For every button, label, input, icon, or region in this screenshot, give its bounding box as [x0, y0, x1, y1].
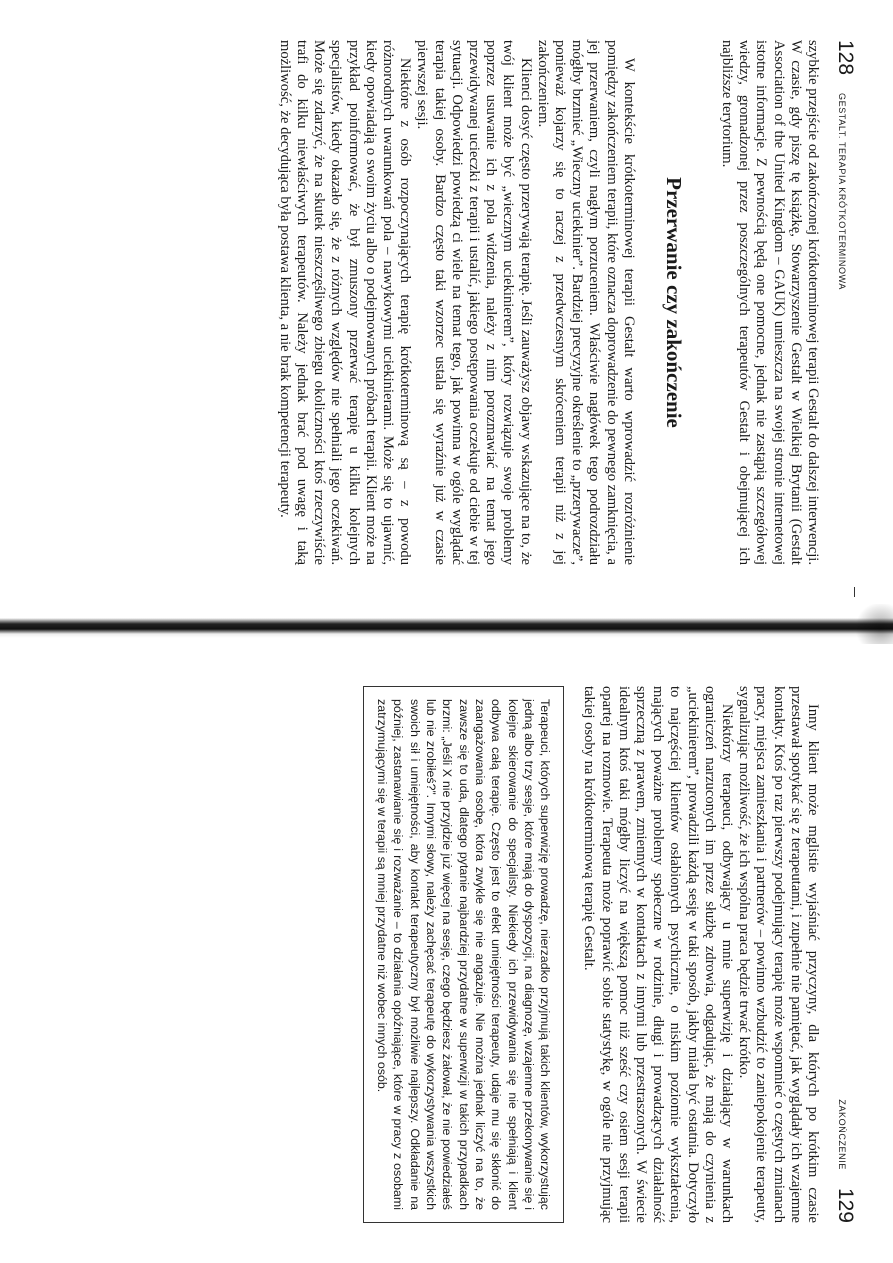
supervision-note-box	[363, 686, 564, 1223]
left-running-title: GESTALT. TERAPIA KRÓTKOTERMINOWA	[837, 93, 847, 290]
right-paragraph-1: Inny klient może mglistie wyjaśniać przyczyny, dla których po krótkim czasie przestawał spotykać się z terapeutami, i zupełnie nie pamiętać, jak wyglądały ich wzajemne kontakty. Ktoś po raz pierwszy podejmujący terapię może wspomnieć o częstych zmianach pracy, miejsca zamieszkania i partnerów – powinno wzbudzić to zaniepokojenie terapeuty, sygnalizując możliwość, że ich wspólna praca będzie trwać krótko.	[736, 686, 821, 1223]
right-page	[0, 640, 893, 1263]
right-running-head	[833, 686, 857, 1223]
left-paragraph-2: W kontekście krótkoterminowej terapii Gestalt warto wprowadzić rozróżnienie pomiędzy zakończeniem terapii, które oznacza doprowadzenie do pewnego zamknięcia, a jej przerwaniem, czyli nagłym porzuceniem. Właściwie nagłówek tego podrozdziału mógłby brzmieć „Wieczny uciekinier”. Bardziej precyzyjne określenie to „przerywacze”, ponieważ kojarzy się to raczej z przedwczesnym skróceniem terapii niż z jej zakończeniem.	[534, 40, 637, 565]
left-page-number: 128	[834, 40, 857, 76]
supervision-note-text: Terapeuci, których superwizję prowadzę, nierzadko przyjmują takich klientów, wykorzystując jedną albo trzy sesje, które mają do dyspozycji, na diagnozę, wzajemne przekonywanie się i kolejne skierowanie do specjalisty. Niekiedy ich przewidywania się nie spełniają i klient odbywa całą terapię. Często jest to efekt umiejętności terapeuty, udaje mu się skłonić do zaangażowania osobę, która zwykle się nie angażuje. Nie można jednak liczyć na to, że zawsze się to uda, dlatego pytanie najbardziej przydatne w superwizji w takich przypadkach brzmi: „Jeśli X nie przyjdzie już więcej na sesję, czego będziesz żałował, że nie powiedziałeś lub nie zrobiłeś?”. Innymi słowy, należy zachęcać terapeutę do wykorzystywania wszystkich swoich sił i umiejętności, aby kontakt terapeutyczny był możliwie najlepszy. Odkładanie na później, zastanawianie się i rozważanie – to działania opóźniające, które w pracy z osobami zatrzymującymi się w terapii są mniej przydatne niż wobec innych osób.	[375, 699, 553, 1210]
book-spine-gutter	[0, 618, 893, 638]
left-paragraph-1: szybkie przejście od zakończonej krótkoterminowej terapii Gestalt do dalszej interwencji. W czasie, gdy piszę tę książkę, Stowarzyszenie Gestalt w Wielkiej Brytanii (Gestalt Association of the United Kingdom – GAUK) umieszcza na swojej stronie internetowej istotne informacje. Z pewnością będą one pomocne, jednak nie zastąpią szczegółowej wiedzy, gromadzonej przez poszczególnych terapeutów Gestalt i obejmującej ich najbliższe terytorium.	[718, 40, 821, 565]
left-running-head	[833, 40, 857, 565]
margin-dash	[854, 587, 855, 597]
left-paragraph-4: Niektóre z osób rozpoczynających terapię krótkoterminową są – z powodu różnorodnych uwarunkowań pola – nawykowymi uciekinierami. Może się to ujawnić, kiedy opowiadają o swoim życiu albo o podejmowanych próbach terapii. Klient może na przykład poinformować, że był zmuszony przerwać terapię u kilku kolejnych specjalistów, kiedy okazało się, że z różnych względów nie spełniali jego oczekiwań. Może się zdarzyć, że na skutek nieszczęśliwego zbiegu okoliczności ktoś rzeczywiście trafi do kilku niewłaściwych terapeutów. Należy jednak brać pod uwagę i taką możliwość, że decydująca była postawa klienta, a nie brak kompetencji terapeuty.	[276, 40, 414, 565]
section-title: Przerwanie czy zakończenie	[661, 177, 686, 428]
scan-smudge	[853, 604, 893, 644]
right-running-title: ZAKOŃCZENIE	[837, 1099, 847, 1170]
right-paragraph-2: Niektórzy terapeuci, odbywający u mnie superwizję i działający w warunkach ograniczeń narzuconych im przez służbę zdrowia, odgadując, że mają do czynienia z „uciekinierem”, prowadzili każdą sesję w taki sposób, jakby miała być ostatnia. Dotyczyło to najczęściej klientów osłabionych psychicznie, o niskim poziomie wykształcenia, mających poważne problemy społeczne w rodzinie, długi i prowadzących działalność sprzeczną z prawem, zmiennych w kontaktach z innymi lub przestraszonych. W świecie idealnym ktoś taki mógłby liczyć na większą pomoc niż sześć czy osiem sesji terapii opartej na rozmowie. Terapeuta może poprawić sobie statystykę, w ogóle nie przyjmując takiej osoby na krótkoterminową terapię Gestalt.	[581, 686, 735, 1223]
left-page	[0, 0, 893, 615]
right-page-number: 129	[834, 1187, 857, 1223]
left-paragraph-3: Klienci dosyć często przerywają terapię. Jeśli zauważysz objawy wskazujące na to, że twój klient może być „wiecznym uciekinierem”, który rozwiązuje swoje problemy poprzez usuwanie ich z pola widzenia, należy z nim porozmawiać na temat jego przewidywanej ucieczki z terapii i ustalić, jakiego postępowania oczekuje od ciebie w tej sytuacji. Odpowiedzi powiedzą ci wiele na temat tego, jak powinna w ogóle wyglądać terapia takiej osoby. Bardzo często taki wzorzec ustala się wyraźnie już w czasie pierwszej sesji.	[414, 40, 534, 565]
